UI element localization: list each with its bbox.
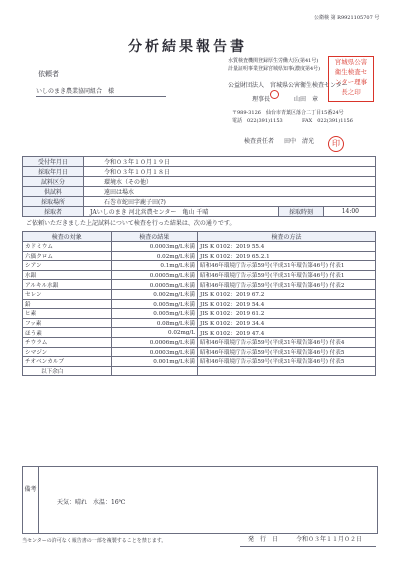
sampler-row <box>23 207 376 217</box>
notes-box <box>22 466 378 534</box>
result-item: アルキル水銀 <box>23 280 112 290</box>
inspector-name: 田中 清光 <box>284 138 315 145</box>
result-item: シマジン <box>23 347 112 357</box>
result-value: 0.002mg/L未満 <box>111 289 197 299</box>
result-row <box>23 261 376 271</box>
result-value: 0.0003mg/L未満 <box>111 347 197 357</box>
result-row <box>23 299 376 309</box>
inspector-label: 検査責任者 <box>244 138 275 145</box>
result-row <box>23 347 376 357</box>
requester-label: 依頼者 <box>38 70 59 78</box>
result-method: 昭和46年環境庁告示第59号(平成31年環告第46号) 付表1 <box>197 270 375 280</box>
official-seal: 宮城県公害 衛生検査セ ンター理事 長之印 <box>328 56 374 102</box>
received-row <box>23 157 376 167</box>
director-stamp <box>270 90 279 99</box>
site-row <box>23 197 376 207</box>
result-value: 0.1mg/L未満 <box>111 261 197 271</box>
footer-note: 当センターの許可なく報告書の一部を複製することを禁じます。 <box>22 538 167 544</box>
sample-row <box>23 187 376 197</box>
result-value: 0.0005mg/L未満 <box>111 280 197 290</box>
sampler-label: 採取者 <box>23 207 84 217</box>
result-method: JIS K 0102：2019 47.4 <box>197 328 375 338</box>
result-item: 鉛 <box>23 299 112 309</box>
weather-note: 天気：晴れ 水温：16℃ <box>57 499 126 506</box>
sampled-label: 採取年月日 <box>23 167 84 177</box>
result-item: 六価クロム <box>23 251 112 261</box>
result-method: JIS K 0102：2019 55.4 <box>197 242 375 252</box>
result-row <box>23 251 376 261</box>
result-method: 昭和46年環境庁告示第59号(平成31年環告第46号) 付表1 <box>197 261 375 271</box>
result-method: JIS K 0102：2019 54.4 <box>197 299 375 309</box>
results-body <box>23 242 376 376</box>
address: 〒989-3126 仙台市青葉区落合二丁目15番24号 <box>232 110 344 116</box>
result-row <box>23 309 376 319</box>
sampler-value: JAいしのまき 河北営農センター 亀山 千晴 <box>84 207 279 217</box>
time-label: 採取時刻 <box>279 207 324 217</box>
sample-type-row <box>23 177 376 187</box>
result-value: 0.001mg/L未満 <box>111 357 197 367</box>
result-method: JIS K 0102：2019 61.2 <box>197 309 375 319</box>
result-row <box>23 357 376 367</box>
result-value: 0.0006mg/L未満 <box>111 337 197 347</box>
result-item: チオベンカルブ <box>23 357 112 367</box>
results-table <box>22 231 376 376</box>
result-value: 0.08mg/L未満 <box>111 318 197 328</box>
result-value: 0.02mg/L未満 <box>111 251 197 261</box>
org-name: 宮城県公害衛生検査センター <box>270 82 348 89</box>
received-label: 受付年月日 <box>23 157 84 167</box>
sample-label: 供試料 <box>23 187 84 197</box>
result-item: シアン <box>23 261 112 271</box>
issue-date: 令和０３年１１月０２日 <box>296 536 363 543</box>
result-value: 0.0003mg/L未満 <box>111 242 197 252</box>
result-row <box>23 328 376 338</box>
result-row <box>23 366 376 376</box>
result-item: 水銀 <box>23 270 112 280</box>
result-value: 0.0005mg/L未満 <box>111 270 197 280</box>
sample-value: 遠田は場水 <box>84 187 376 197</box>
director-name: 山田 章 <box>294 96 319 103</box>
sample-type-value: 環境水（その他） <box>84 177 376 187</box>
result-method: JIS K 0102：2019 67.2 <box>197 289 375 299</box>
requester-name: いしのまき農業協同組合 様 <box>36 88 166 97</box>
result-value: 0.005mg/L未満 <box>111 309 197 319</box>
result-row <box>23 270 376 280</box>
result-method: JIS K 0102：2019 34.4 <box>197 318 375 328</box>
result-row <box>23 318 376 328</box>
issue-underline <box>240 546 376 547</box>
result-method: 昭和46年環境庁告示第59号(平成31年環告第46号) 付表2 <box>197 280 375 290</box>
header-target: 検査の対象 <box>23 232 112 242</box>
telephone: 電話 022(391)1153 <box>232 118 283 124</box>
result-method: JIS K 0102：2019 65.2.1 <box>197 251 375 261</box>
time-value: 14:00 <box>324 207 376 217</box>
doc-number: 公衛検 第 R9921105707 号 <box>314 15 380 21</box>
result-value <box>111 366 197 376</box>
result-row <box>23 242 376 252</box>
result-value: 0.02mg/L <box>111 328 197 338</box>
result-item: 以下余白 <box>23 366 112 376</box>
result-item: セレン <box>23 289 112 299</box>
sampled-value: 令和０３年１０月１８日 <box>84 167 376 177</box>
sample-type-label: 試料区分 <box>23 177 84 187</box>
notes-label: 備考 <box>23 467 39 533</box>
result-method: 昭和46年環境庁告示第59号(平成31年環告第46号) 付表4 <box>197 337 375 347</box>
result-method <box>197 366 375 376</box>
org-type: 公益財団法人 <box>228 82 265 89</box>
header-result: 検査の結果 <box>111 232 197 242</box>
received-value: 令和０３年１０月１９日 <box>84 157 376 167</box>
sample-info-table <box>22 156 376 217</box>
inspector-seal: 印 <box>328 136 344 152</box>
result-method: 昭和46年環境庁告示第59号(平成31年環告第46号) 付表5 <box>197 347 375 357</box>
result-value: 0.005mg/L未満 <box>111 299 197 309</box>
result-item: フッ素 <box>23 318 112 328</box>
director-title: 理事長 <box>252 96 271 103</box>
sampled-row <box>23 167 376 177</box>
results-header-row <box>23 232 376 242</box>
results-intro: ご依頼いただきました上記試料について検査を行った結果は、次の通りです。 <box>26 220 236 227</box>
result-item: ヒ素 <box>23 309 112 319</box>
fax: FAX 022(391)1156 <box>302 118 353 124</box>
result-item: カドミウム <box>23 242 112 252</box>
page-title: 分析結果報告書 <box>128 39 247 55</box>
result-row <box>23 289 376 299</box>
site-label: 採取場所 <box>23 197 84 207</box>
result-method: 昭和46年環境庁告示第59号(平成31年環告第46号) 付表5 <box>197 357 375 367</box>
lab-registration-2: 計量証明事業登録宮城県知事(濃度第4号) <box>228 66 321 72</box>
header-method: 検査の方法 <box>197 232 375 242</box>
site-value: 石巻市蛇田字鹿子田(?) <box>84 197 376 207</box>
lab-registration-1: 水質検査機関登録厚生労働大臣(第41号) <box>228 58 319 64</box>
result-item: チウラム <box>23 337 112 347</box>
issue-label: 発 行 日 <box>248 536 279 543</box>
result-item: ほう素 <box>23 328 112 338</box>
result-row <box>23 337 376 347</box>
result-row <box>23 280 376 290</box>
